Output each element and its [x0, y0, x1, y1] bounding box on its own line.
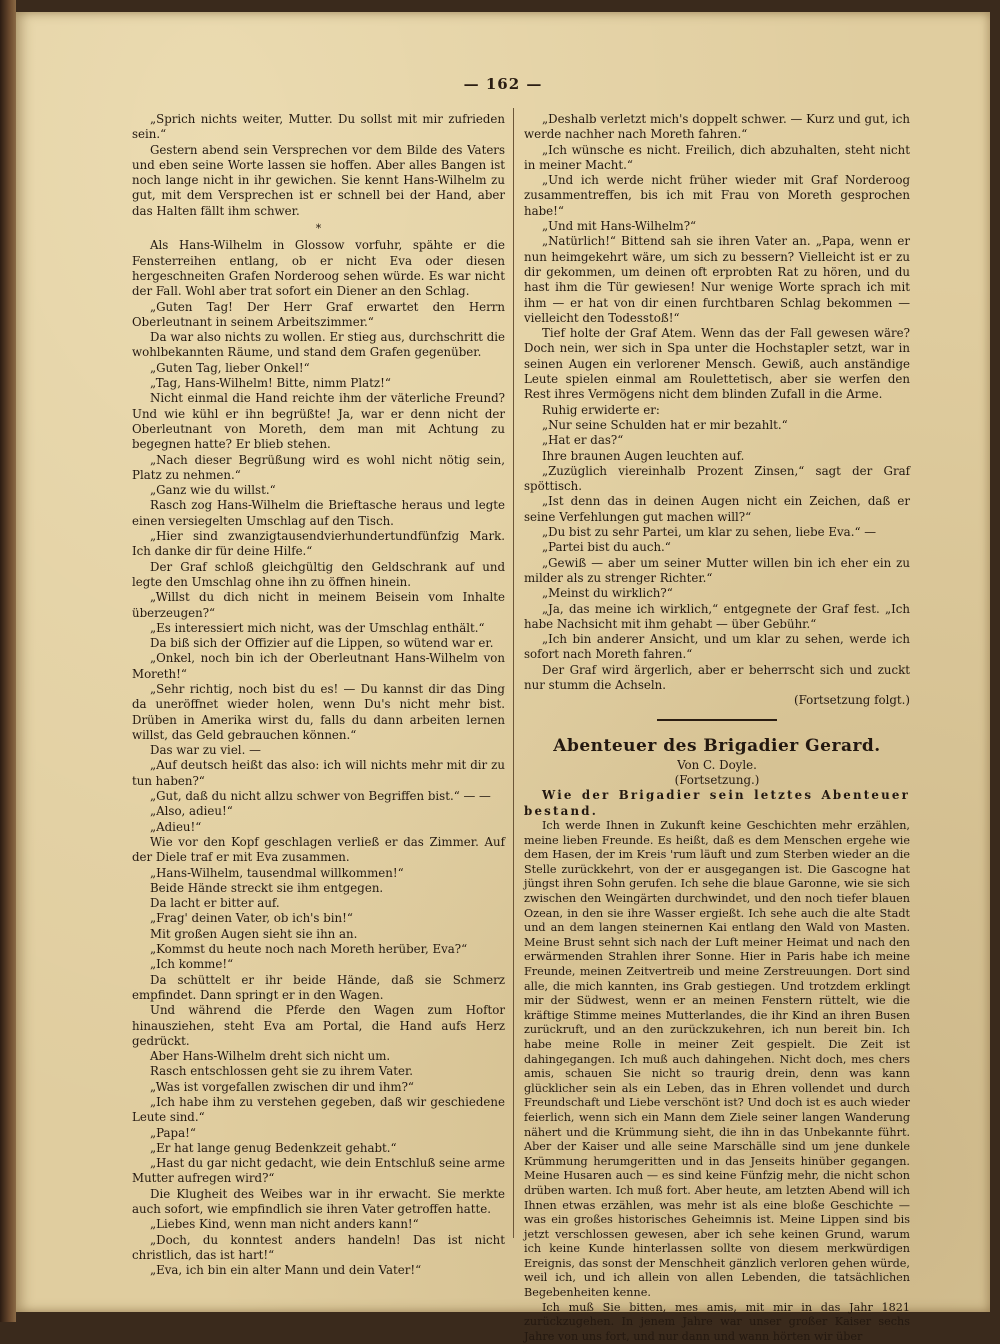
paragraph: Beide Hände streckt sie ihm entgegen.	[150, 880, 384, 895]
paragraph: „Sprich nichts weiter, Mutter. Du sollst mit mir zufrieden sein.“	[132, 112, 505, 142]
paragraph: „Nur seine Schulden hat er mir bezahlt.“	[542, 417, 788, 432]
story-part-2	[132, 238, 505, 1278]
paragraph: „Auf deutsch heißt das also: ich will nichts mehr mit dir zu tun haben?“	[132, 758, 505, 788]
paragraph: Der Graf wird ärgerlich, aber er beherrscht sich und zuckt nur stumm die Achseln.	[524, 662, 910, 692]
paragraph: „Ich wünsche es nicht. Freilich, dich abzuhalten, steht nicht in meiner Macht.“	[524, 142, 910, 172]
paragraph: „Kommst du heute noch nach Moreth herüber, Eva?“	[150, 942, 468, 957]
column-rule	[513, 108, 514, 1238]
paragraph: „Tag, Hans-Wilhelm! Bitte, nimm Platz!“	[150, 376, 391, 391]
paragraph: Gestern abend sein Versprechen vor dem Bilde des Vaters und eben seine Worte lassen sie hoffen. Aber alles Bangen ist noch lange nicht in ihr gewichen. Sie kennt Hans-Wilhelm zu gut, mit dem Versprechen ist er schnell bei der Hand, aber das Halten fällt ihm schwer.	[132, 142, 505, 218]
paragraph: „Ich komme!“	[150, 957, 234, 972]
paragraph: Wie vor den Kopf geschlagen verließ er das Zimmer. Auf der Diele traf er mit Eva zusammen.	[132, 834, 505, 865]
paragraph: „Nach dieser Begrüßung wird es wohl nicht nötig sein, Platz zu nehmen.“	[132, 452, 505, 482]
left-column	[132, 112, 505, 1278]
paragraph: „Natürlich!“ Bittend sah sie ihren Vater an. „Papa, wenn er nun heimgekehrt wäre, um sich zu bessern? Vielleicht ist er zu dir gekommen, um deinen oft erprobten Rat zu hören, und du hast ihm die Tür gewiesen! Nur wenige Worte sprach ich mit ihm — er hat von dir einen furchtbaren Schlag bekommen — vielleicht den Todesstoß!“	[524, 234, 910, 325]
paragraph: „Ja, das meine ich wirklich,“ entgegnete der Graf fest. „Ich habe Nachsicht mit ihm gehabt — über Gebühr.“	[524, 601, 910, 631]
paragraph: „Onkel, noch bin ich der Oberleutnant Hans-Wilhelm von Moreth!“	[132, 651, 505, 681]
paragraph: Die Klugheit des Weibes war in ihr erwacht. Sie merkte auch sofort, wie empfindlich sie ihren Vater getroffen hatte.	[132, 1186, 505, 1217]
article-title: Abenteuer des Brigadier Gerard.	[553, 735, 881, 756]
paragraph: „Partei bist du auch.“	[542, 540, 671, 555]
page-number: — 162 —	[463, 75, 543, 93]
paragraph: Da biß sich der Offizier auf die Lippen, so wütend war er.	[150, 636, 494, 651]
paragraph: Tief holte der Graf Atem. Wenn das der Fall gewesen wäre? Doch nein, wer sich in Spa unter die Hochstapler setzt, war in seinen Augen ein verlorener Mensch. Gewiß, auch anständige Leute spielen einmal am Roulettetisch, aber sie werfen den Rest ihres Vermögens nicht dem blinden Zufall in die Arme.	[524, 326, 910, 402]
paragraph: „Und mit Hans-Wilhelm?“	[542, 219, 697, 234]
paragraph: „Ist denn das in deinen Augen nicht ein Zeichen, daß er seine Verfehlungen gut machen will?“	[524, 494, 910, 524]
article-byline: Von C. Doyle.	[677, 757, 757, 772]
paragraph: Da lacht er bitter auf.	[150, 896, 280, 911]
paragraph: Aber Hans-Wilhelm dreht sich nicht um.	[150, 1049, 391, 1064]
paragraph: „Adieu!“	[150, 819, 202, 834]
paragraph: „Guten Tag! Der Herr Graf erwartet den Herrn Oberleutnant in seinem Arbeitszimmer.“	[132, 299, 505, 329]
chapter-title: Wie der Brigadier sein letztes Abenteuer bestand.	[524, 788, 910, 818]
article-body	[524, 819, 910, 1344]
to-be-continued: (Fortsetzung folgt.)	[794, 693, 910, 708]
paragraph: „Hans-Wilhelm, tausendmal willkommen!“	[150, 865, 404, 880]
paragraph: „Was ist vorgefallen zwischen dir und ihm?“	[150, 1079, 414, 1094]
paragraph: „Ich habe ihm zu verstehen gegeben, daß wir geschiedene Leute sind.“	[132, 1095, 505, 1125]
paragraph: Ich muß Sie bitten, mes amis, mit mir in das Jahr 1821 zurückzugehen. In jenem Jahre war unser großer Kaiser sechs Jahre von uns fort, und nur dann und wann hörten wir über	[524, 1300, 910, 1343]
paragraph: „Du bist zu sehr Partei, um klar zu sehen, liebe Eva.“ —	[542, 525, 877, 540]
paragraph: „Eva, ich bin ein alter Mann und dein Vater!“	[150, 1263, 422, 1278]
paragraph: Ich werde Ihnen in Zukunft keine Geschichten mehr erzählen, meine lieben Freunde. Es heißt, daß es dem Menschen ergehe wie dem Hasen, der im Kreis 'rum läuft und zum Sterben wieder an die Stelle zurückkehrt, von der er ausgegangen ist. Die Gascogne hat jüngst ihren Sohn gerufen. Ich sehe die blaue Garonne, wie sie sich zwischen den Weingärten durchwindet, und den noch tiefer blauen Ozean, in den sie ihre Wasser ergießt. Ich sehe auch die alte Stadt und an dem langen steinernen Kai entlang den Wald von Masten. Meine Brust sehnt sich nach der Luft meiner Heimat und nach den erwärmenden Strahlen ihrer Sonne. Hier in Paris habe ich meine Freunde, meinen Zeitvertreib und meine Zerstreuungen. Dort sind alle, die mich kannten, ins Grab gestiegen. Und trotzdem erklingt mir der Südwest, wenn er an meinen Fenstern rüttelt, wie die kräftige Stimme meines Mutterlandes, die ihr Kind an ihren Busen zurückruft, und an den zurückzukehren, ich nun bereit bin. Ich habe meine Rolle in meiner Zeit gespielt. Die Zeit ist dahingegangen. Ich muß auch dahingehen. Nicht doch, mes chers amis, schauen Sie nicht so traurig drein, denn was kann glücklicher sein als ein Leben, das in Ehren vollendet und durch Freundschaft und Liebe verschönt ist? Und doch ist es auch wieder feierlich, wenn sich ein Mann dem Ziele seiner langen Wanderung nähert und die Krümmung sieht, die ihn in das Unbekannte führt. Aber der Kaiser und alle seine Marschälle sind um jene dunkele Krümmung herumgeritten und in das Jenseits hinüber gegangen. Meine Husaren auch — es sind keine Fünfzig mehr, die nicht schon drüben warten. Ich muß fort. Aber heute, am letzten Abend will ich Ihnen etwas erzählen, was mehr ist als eine bloße Geschichte — was ein großes historisches Geheimnis ist. Meine Lippen sind bis jetzt verschlossen gewesen, aber ich sehe keinen Grund, warum ich keine Kunde hinterlassen sollte von diesem merkwürdigen Ereignis, das sonst der Menschheit gänzlich verloren gehen würde, weil ich, und ich allein von allen Lebenden, die tatsächlichen Begebenheiten kenne.	[524, 819, 910, 1300]
section-separator: *	[315, 222, 322, 236]
paragraph: „Ganz wie du willst.“	[150, 483, 276, 498]
paragraph: „Meinst du wirklich?“	[542, 586, 673, 601]
paragraph: „Hier sind zwanzigtausendvierhundertundfünfzig Mark. Ich danke dir für deine Hilfe.“	[132, 529, 505, 559]
paragraph: Ruhig erwiderte er:	[542, 402, 660, 417]
paragraph: Ihre braunen Augen leuchten auf.	[542, 448, 745, 463]
story-part-1	[132, 112, 505, 219]
paragraph: „Zuzüglich viereinhalb Prozent Zinsen,“ sagt der Graf spöttisch.	[524, 463, 910, 494]
paragraph: „Und ich werde nicht früher wieder mit Graf Norderoog zusammentreffen, bis ich mit Frau von Moreth gesprochen habe!“	[524, 173, 910, 218]
paragraph: „Willst du dich nicht in meinem Beisein vom Inhalte überzeugen?“	[132, 590, 505, 620]
paragraph: Und während die Pferde den Wagen zum Hoftor hinausziehen, steht Eva am Portal, die Hand aufs Herz gedrückt.	[132, 1003, 505, 1048]
paragraph: Da schüttelt er ihr beide Hände, daß sie Schmerz empfindet. Dann springt er in den Wagen.	[132, 972, 505, 1002]
paragraph: „Guten Tag, lieber Onkel!“	[150, 360, 310, 375]
paragraph: „Frag' deinen Vater, ob ich's bin!“	[150, 911, 353, 926]
newspaper-page	[16, 12, 990, 1343]
paragraph: Rasch entschlossen geht sie zu ihrem Vater.	[150, 1064, 414, 1079]
divider	[657, 719, 777, 721]
paragraph: „Hat er das?“	[542, 433, 624, 448]
paragraph: „Hast du gar nicht gedacht, wie dein Entschluß seine arme Mutter aufregen wird?“	[132, 1156, 505, 1186]
story-continuation	[524, 112, 910, 693]
paragraph: Der Graf schloß gleichgültig den Geldschrank auf und legte den Umschlag ohne ihn zu öffnen hinein.	[132, 559, 505, 589]
paragraph: „Er hat lange genug Bedenkzeit gehabt.“	[150, 1140, 397, 1155]
paragraph: Das war zu viel. —	[150, 743, 261, 758]
paragraph: Mit großen Augen sieht sie ihn an.	[150, 926, 358, 941]
paragraph: Als Hans-Wilhelm in Glossow vorfuhr, spähte er die Fensterreihen entlang, ob er nicht Eva oder diesen hergeschneiten Grafen Norderoog sehen würde. Es war nicht der Fall. Wohl aber trat sofort ein Diener an den Schlag.	[132, 238, 505, 299]
book-binding	[0, 0, 16, 1322]
paragraph: „Gut, daß du nicht allzu schwer von Begriffen bist.“ — —	[150, 789, 491, 804]
paragraph: „Liebes Kind, wenn man nicht anders kann!“	[150, 1217, 419, 1232]
paragraph: „Also, adieu!“	[150, 804, 233, 819]
paragraph: „Es interessiert mich nicht, was der Umschlag enthält.“	[150, 620, 485, 635]
paragraph: Nicht einmal die Hand reichte ihm der väterliche Freund? Und wie kühl er ihn begrüßte! Ja, war er denn nicht der Oberleutnant von Moreth, dem man mit Achtung zu begegnen hatte? Er blieb stehen.	[132, 391, 505, 452]
paragraph: „Gewiß — aber um seiner Mutter willen bin ich eher ein zu milder als zu strenger Richter.“	[524, 555, 910, 585]
paragraph: „Sehr richtig, noch bist du es! — Du kannst dir das Ding da uneröffnet wieder holen, wenn Du's nicht mehr bist. Drüben in Amerika wirst du, falls du dann arbeiten lernen willst, das Geld gebrauchen können.“	[132, 681, 505, 742]
right-column	[524, 112, 910, 1343]
paragraph: „Doch, du konntest anders handeln! Das ist nicht christlich, das ist hart!“	[132, 1232, 505, 1262]
paragraph: „Deshalb verletzt mich's doppelt schwer. — Kurz und gut, ich werde nachher nach Moreth fahren.“	[524, 112, 910, 142]
paragraph: „Ich bin anderer Ansicht, und um klar zu sehen, werde ich sofort nach Moreth fahren.“	[524, 632, 910, 662]
article-continuation: (Fortsetzung.)	[674, 773, 760, 788]
paragraph: „Papa!“	[150, 1125, 196, 1140]
paragraph: Da war also nichts zu wollen. Er stieg aus, durchschritt die wohlbekannten Räume, und stand dem Grafen gegenüber.	[132, 330, 505, 360]
paragraph: Rasch zog Hans-Wilhelm die Brieftasche heraus und legte einen versiegelten Umschlag auf den Tisch.	[132, 498, 505, 528]
